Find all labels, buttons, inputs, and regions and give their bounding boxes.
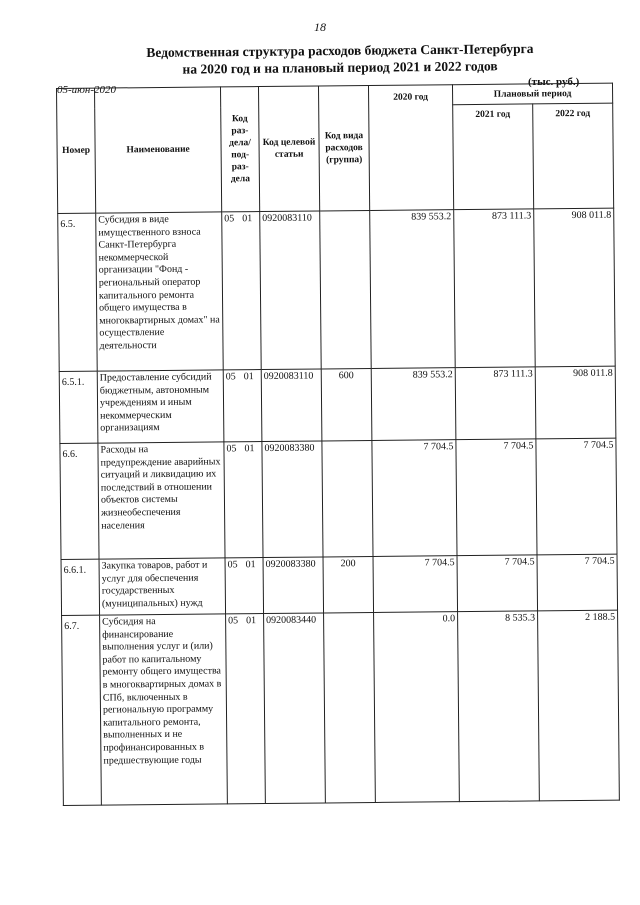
row-2020: 839 553.2 (370, 210, 456, 369)
row-2022: 908 011.8 (535, 366, 616, 439)
header-2021: 2021 год (453, 104, 534, 210)
row-razdel (222, 212, 262, 370)
podrazdel-code: 01 (246, 615, 257, 627)
row-razdel (223, 370, 262, 442)
header-number: Номер (57, 88, 96, 213)
table-row (62, 610, 620, 805)
row-number: 6.5. (58, 213, 98, 371)
header-vid: Код вида расходов (группа) (318, 86, 369, 211)
row-vid: 600 (321, 368, 372, 440)
row-2020: 0.0 (374, 612, 460, 803)
row-2022: 7 704.5 (536, 438, 617, 555)
header-2022: 2022 год (533, 103, 614, 209)
podrazdel-code: 01 (245, 559, 256, 571)
row-razdel (226, 614, 266, 804)
razdel-code: 05 (226, 443, 237, 455)
header-razdel: Код раз-дела/ под-раз-дела (220, 87, 259, 212)
table-row (60, 438, 617, 559)
row-vid (320, 210, 372, 368)
row-name: Субсидия на финансирование выполнения услуг и (или) работ по капитальному ремонту общего имущества в многоквартирных домах в СПб, включенных в региональную программу капитального ремонта, выполненных и не профинансированных в предшествующие годы (100, 614, 228, 805)
units-label: (тыс. руб.) (528, 76, 580, 88)
podrazdel-code: 01 (244, 443, 255, 455)
row-2021: 873 111.3 (454, 209, 536, 368)
row-celevoy: 0920083380 (262, 441, 323, 558)
document-title (60, 39, 620, 79)
document-date: 05-июн-2020 (57, 84, 117, 96)
row-2021: 7 704.5 (457, 555, 538, 612)
razdel-code: 05 (227, 559, 238, 571)
row-vid (322, 440, 373, 556)
row-2021: 873 111.3 (455, 367, 536, 440)
row-celevoy: 0920083110 (261, 369, 322, 442)
table-row (59, 366, 616, 443)
row-vid (324, 612, 376, 802)
row-2020: 7 704.5 (373, 556, 458, 613)
row-celevoy: 0920083380 (263, 557, 324, 614)
row-2021: 7 704.5 (456, 439, 537, 556)
row-name: Предоставление субсидий бюджетным, автономным учреждениям и иным некоммерческим организациям (97, 370, 224, 443)
row-name: Закупка товаров, работ и услуг для обеспечения государственных (муниципальных) нужд (99, 558, 226, 615)
row-2022: 2 188.5 (538, 610, 620, 801)
row-number: 6.5.1. (59, 371, 98, 443)
expenditure-table (56, 83, 620, 806)
title-line-2: на 2020 год и на плановый период 2021 и 2022 годов (182, 58, 498, 77)
header-celevoy: Код целевой статьи (258, 86, 319, 212)
row-number: 6.6. (60, 443, 99, 559)
table-row (61, 554, 618, 615)
razdel-code: 05 (228, 615, 239, 627)
page-number: 18 (314, 20, 326, 34)
row-2020: 7 704.5 (372, 440, 457, 557)
header-planned-period: Плановый период (452, 83, 612, 105)
row-name: Расходы на предупреждение аварийных ситуаций и ликвидацию их последствий в отношении объектов системы жизнеобеспечения населения (98, 442, 225, 559)
title-line-1: Ведомственная структура расходов бюджета Санкт-Петербурга (146, 40, 534, 61)
row-2022: 7 704.5 (537, 554, 618, 611)
razdel-code: 05 (224, 213, 235, 225)
podrazdel-code: 01 (243, 371, 254, 383)
row-celevoy: 0920083440 (264, 613, 326, 804)
table-row (58, 208, 615, 371)
header-name: Наименование (95, 87, 222, 213)
header-2020: 2020 год (368, 85, 453, 211)
razdel-code: 05 (225, 371, 236, 383)
row-2020: 839 553.2 (371, 368, 456, 441)
podrazdel-code: 01 (242, 213, 253, 225)
row-2022: 908 011.8 (534, 208, 616, 367)
row-name: Субсидия в виде имущественного взноса Санкт-Петербурга некоммерческой организации "Фонд - региональный оператор капитального ремонта общего имущества в многоквартирных домах" на осуществление деятельности (96, 212, 224, 371)
row-number: 6.6.1. (61, 559, 100, 615)
row-razdel (224, 442, 263, 558)
row-vid: 200 (323, 556, 374, 612)
row-number: 6.7. (62, 615, 102, 805)
row-razdel (225, 558, 264, 614)
row-celevoy: 0920083110 (260, 211, 322, 370)
row-2021: 8 535.3 (458, 611, 540, 802)
expenditure-table-wrap (56, 83, 619, 828)
